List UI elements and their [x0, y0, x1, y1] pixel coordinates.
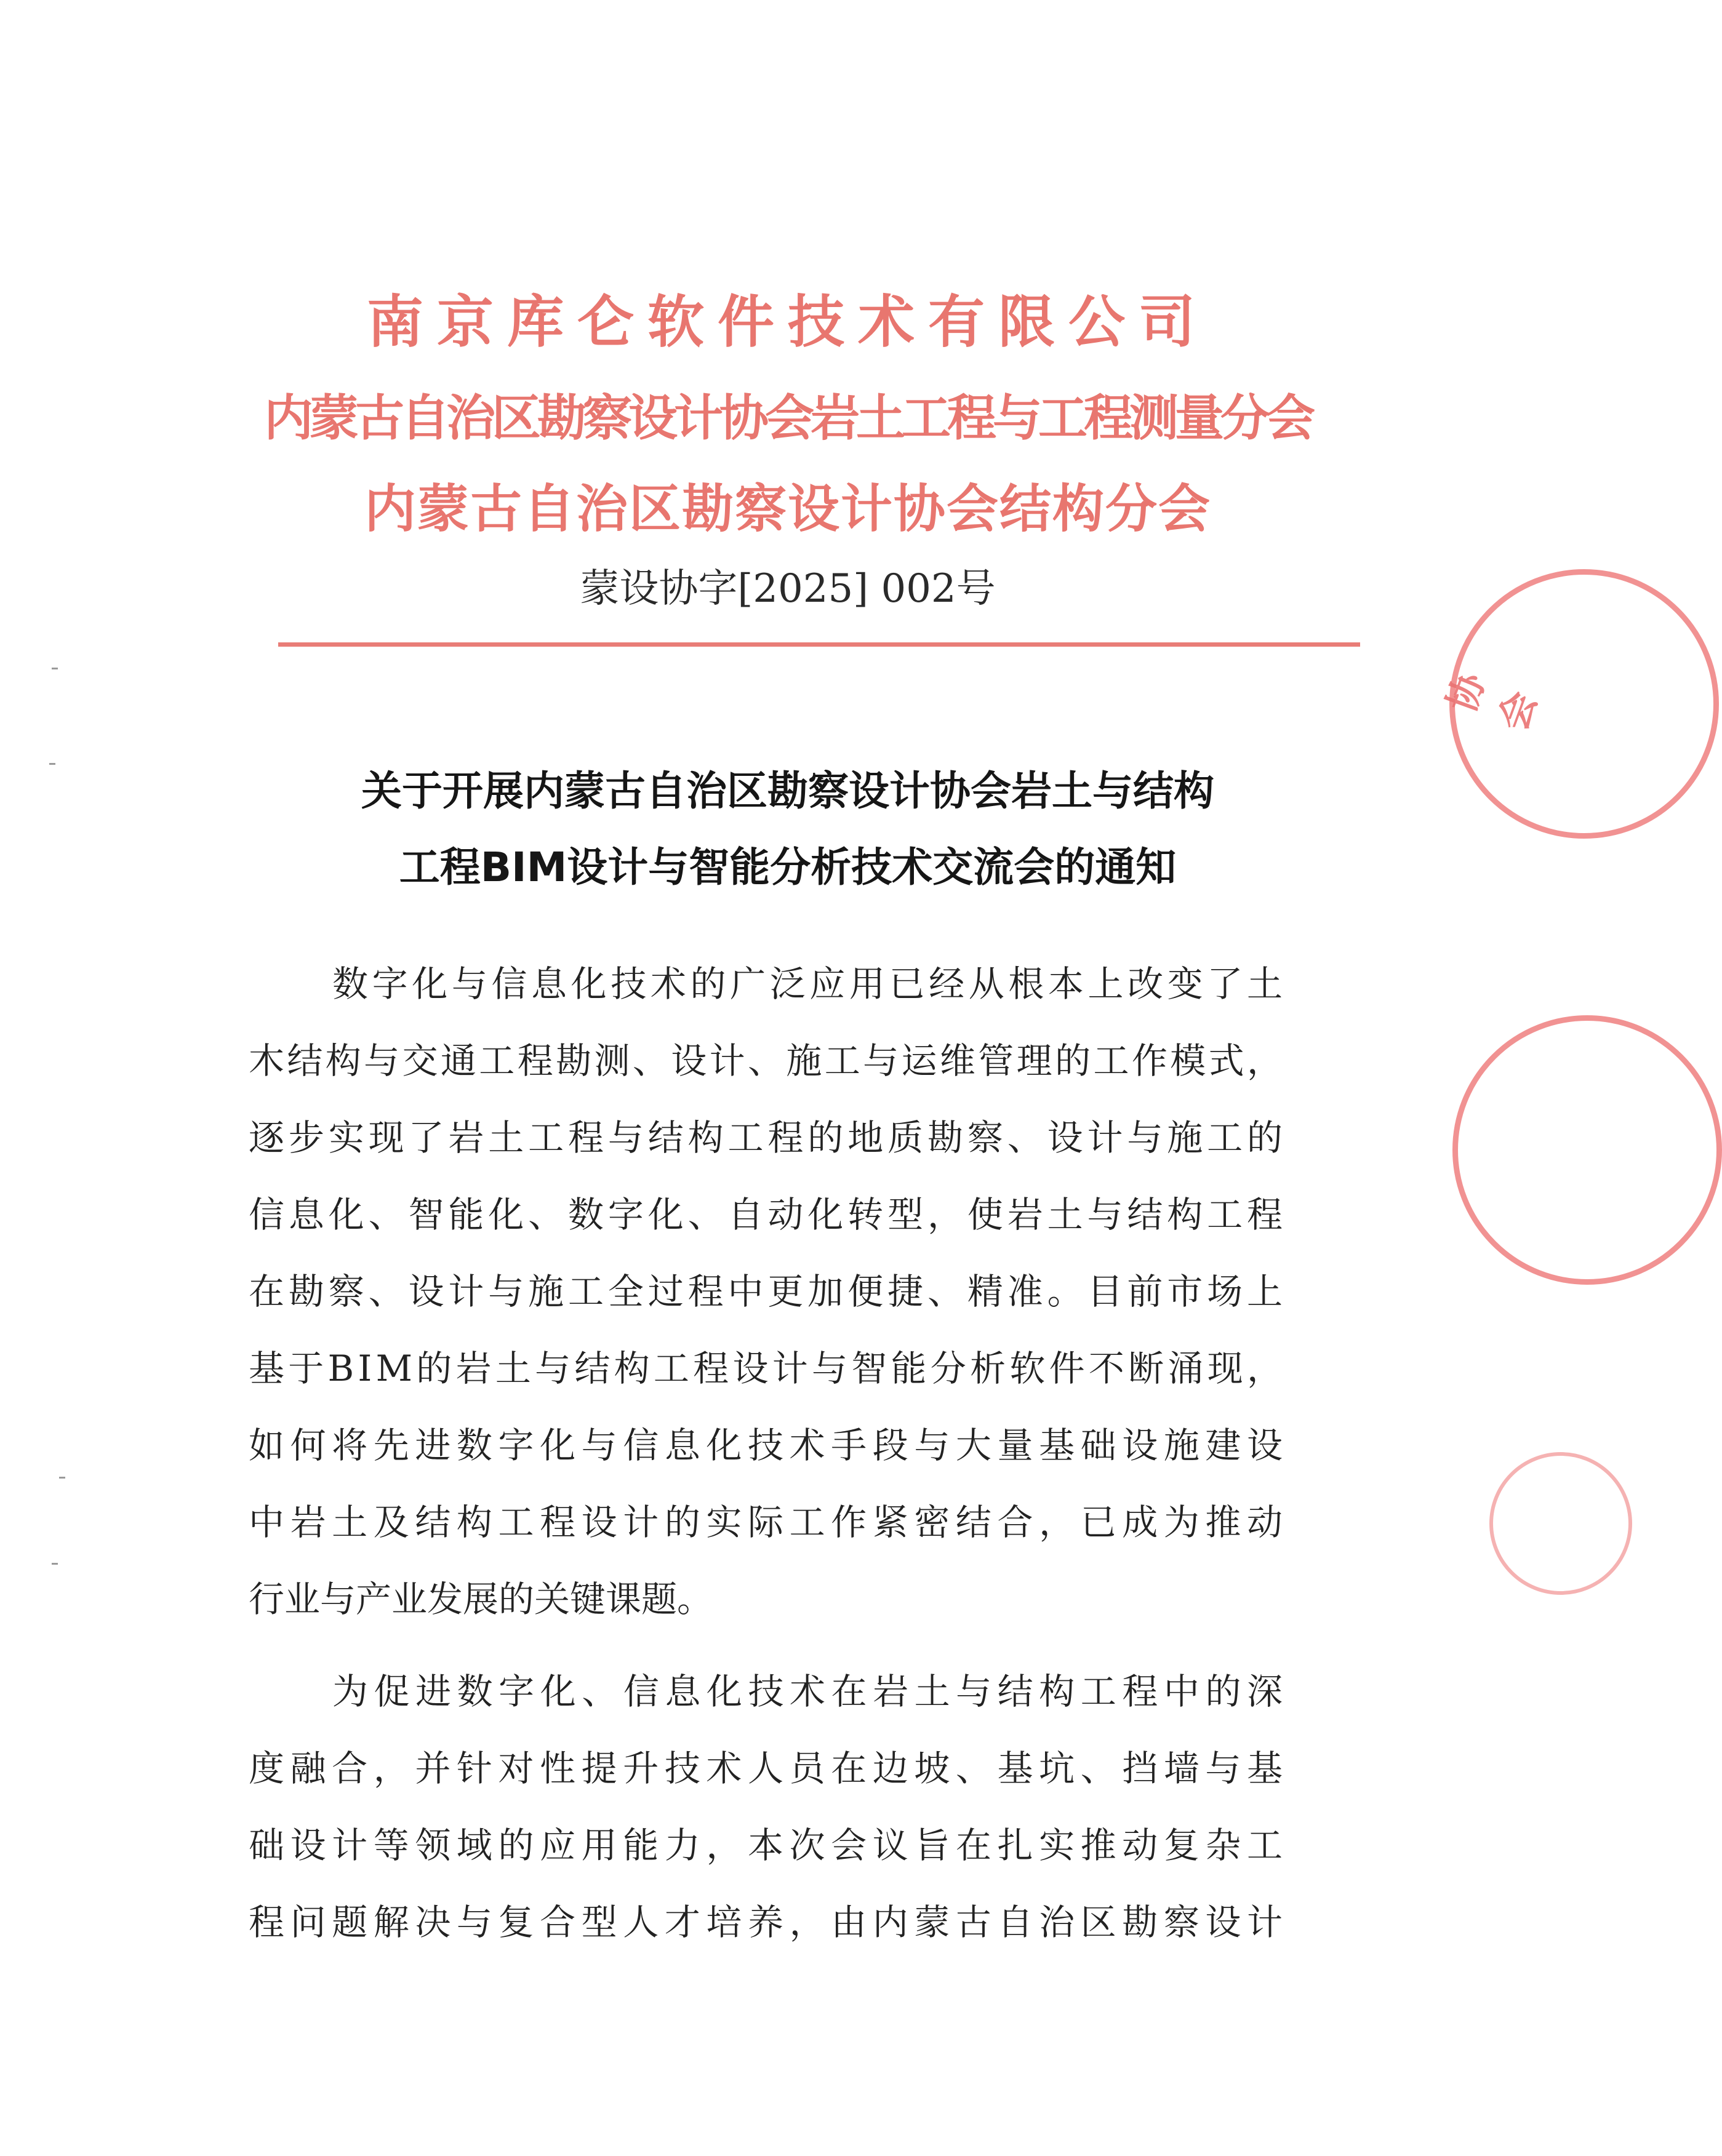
paragraph-1-line: 逐步实现了岩土工程与结构工程的地质勘察、设计与施工的 [249, 1117, 1287, 1159]
document-number: 蒙设协字[2025] 002号 [580, 566, 996, 612]
official-seal-3 [1489, 1452, 1632, 1595]
issuer-org-1: 南京库仑软件技术有限公司 [366, 289, 1209, 355]
paragraph-2-line: 度融合，并针对性提升技术人员在边坡、基坑、挡墙与基 [249, 1747, 1289, 1789]
paragraph-1-line: 如何将先进数字化与信息化技术手段与大量基础设施建设 [249, 1424, 1289, 1466]
notice-title-line-2: 工程BIM设计与智能分析技术交流会的通知 [399, 844, 1177, 891]
paragraph-2-line: 础设计等领域的应用能力，本次会议旨在扎实推动复杂工 [249, 1824, 1289, 1866]
issuer-org-3: 内蒙古自治区勘察设计协会结构分会 [364, 479, 1211, 539]
paragraph-1-line: 中岩土及结构工程设计的实际工作紧密结合，已成为推动 [249, 1501, 1289, 1543]
scan-mark [52, 1563, 58, 1565]
paragraph-1-line: 在勘察、设计与施工全过程中更加便捷、精准。目前市场上 [249, 1271, 1287, 1312]
paragraph-2-line: 程问题解决与复合型人才培养，由内蒙古自治区勘察设计 [249, 1901, 1289, 1943]
paragraph-1-line: 行业与产业发展的关键课题。 [249, 1578, 713, 1620]
seal-1-glyphs: 协会 [1438, 666, 1546, 737]
red-divider-rule [278, 642, 1360, 647]
paragraph-1-line: 数字化与信息化技术的广泛应用已经从根本上改变了土 [332, 963, 1287, 1005]
scan-mark [59, 1477, 65, 1479]
scan-mark [49, 763, 55, 765]
official-seal-2 [1452, 1015, 1722, 1285]
issuer-org-2: 内蒙古自治区勘察设计协会岩土工程与工程测量分会 [264, 389, 1312, 447]
paragraph-1-line: 木结构与交通工程勘测、设计、施工与运维管理的工作模式， [249, 1040, 1286, 1082]
paragraph-2-line: 为促进数字化、信息化技术在岩土与结构工程中的深 [332, 1671, 1289, 1712]
notice-title-line-1: 关于开展内蒙古自治区勘察设计协会岩土与结构 [361, 767, 1214, 815]
paragraph-1-line: 信息化、智能化、数字化、自动化转型，使岩土与结构工程 [249, 1194, 1287, 1236]
paragraph-1-line: 基于BIM的岩土与结构工程设计与智能分析软件不断涌现， [249, 1348, 1287, 1389]
scan-mark [52, 668, 58, 669]
